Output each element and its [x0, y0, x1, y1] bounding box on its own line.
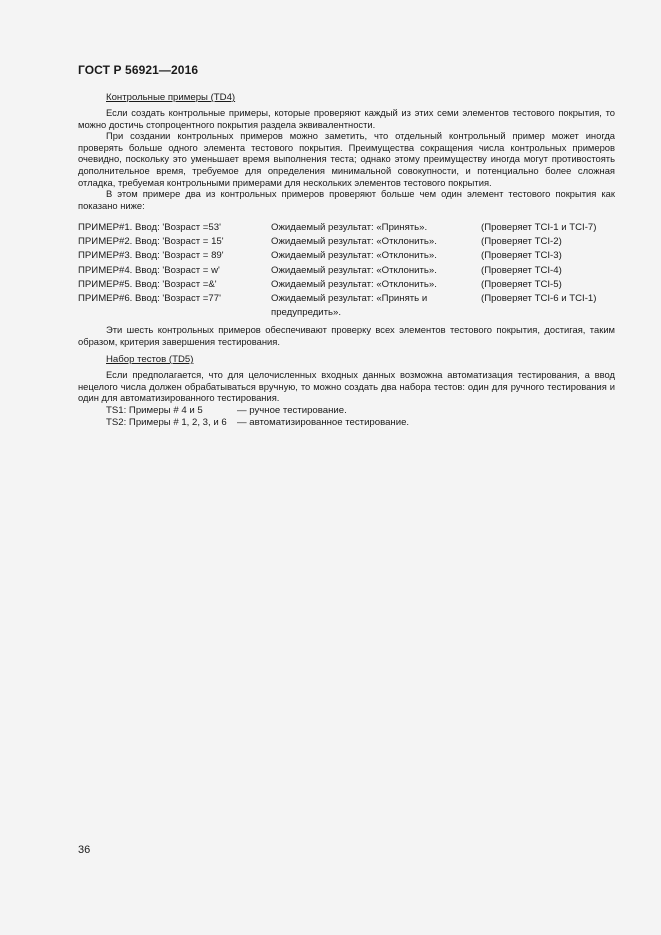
- example-input: ПРИМЕР#3. Ввод: 'Возраст = 89': [78, 250, 224, 262]
- standard-header: ГОСТ Р 56921—2016: [78, 63, 199, 77]
- ts2-description: — автоматизированное тестирование.: [237, 417, 410, 428]
- td5-paragraph-1: Если предполагается, что для целочисленных входных данных возможна автоматизация тестирования, а ввод нецелого числа должен обрабатываться вручную, то можно создать два набора тестов: один для ручного тестирования и один для автоматизированного тестирования.: [78, 369, 615, 404]
- td4-paragraph-1: Если создать контрольные примеры, которые проверяют каждый из этих семи элементов тестового покрытия, то можно достичь стопроцентного покрытия раздела эквивалентности.: [78, 107, 615, 130]
- example-row: [78, 264, 618, 278]
- example-checks: (Проверяет TCI-6 и TCI-1): [481, 292, 597, 304]
- example-checks: (Проверяет TCI-2): [481, 236, 562, 248]
- example-input: ПРИМЕР#5. Ввод: 'Возраст =&': [78, 278, 217, 290]
- example-checks: (Проверяет TCI-3): [481, 250, 562, 262]
- example-input: ПРИМЕР#4. Ввод: 'Возраст = w': [78, 264, 220, 276]
- example-row: [78, 221, 618, 235]
- section-heading-td5: Набор тестов (TD5): [106, 354, 194, 365]
- example-checks: (Проверяет TCI-1 и TCI-7): [481, 222, 597, 233]
- example-row: [78, 292, 618, 320]
- example-row: [78, 249, 618, 263]
- example-input: ПРИМЕР#1. Ввод: 'Возраст =53': [78, 222, 221, 233]
- example-expected: Ожидаемый результат: «Принять и предупредить».: [271, 292, 428, 319]
- example-expected: Ожидаемый результат: «Принять».: [271, 222, 428, 233]
- example-checks: (Проверяет TCI-4): [481, 264, 562, 276]
- example-input: ПРИМЕР#6. Ввод: 'Возраст =77': [78, 292, 221, 304]
- summary-paragraph: Эти шесть контрольных примеров обеспечивают проверку всех элементов тестового покрытия, достигая, таким образом, критерия завершения тестирования.: [78, 324, 615, 347]
- example-expected: Ожидаемый результат: «Отклонить».: [271, 264, 437, 276]
- td4-text-block: [78, 107, 615, 211]
- example-row: [78, 235, 618, 249]
- example-expected: Ожидаемый результат: «Отклонить».: [271, 236, 437, 248]
- test-set-ts2: [106, 417, 409, 428]
- example-expected: Ожидаемый результат: «Отклонить».: [271, 250, 437, 262]
- td4-paragraph-2: При создании контрольных примеров можно заметить, что отдельный контрольный пример может иногда проверять больше одного элемента тестового покрытия. Преимущества сокращения числа контрольных примеров очевидно, поскольку это уменьшает время выполнения теста; однако этому преимуществу иногда могут противостоять дополнительное время, требуемое для определения минимальной совокупности, и потенциально более сложная отладка, требуемая контрольными примерами для нескольких элементов тестового покрытия.: [78, 130, 615, 188]
- page-number: 36: [78, 844, 91, 856]
- example-row: [78, 278, 618, 292]
- section-heading-td4: Контрольные примеры (TD4): [106, 92, 236, 103]
- examples-list: [78, 221, 618, 320]
- ts1-label: TS1: Примеры # 4 и 5: [106, 405, 203, 416]
- td5-text-block: [78, 369, 615, 404]
- summary-block: [78, 324, 615, 347]
- td4-paragraph-3: В этом примере два из контрольных примеров проверяют больше чем один элемент тестового покрытия как показано ниже:: [78, 188, 615, 211]
- example-input: ПРИМЕР#2. Ввод: 'Возраст = 15': [78, 236, 224, 248]
- ts2-label: TS2: Примеры # 1, 2, 3, и 6: [106, 417, 227, 428]
- test-set-ts1: [106, 405, 347, 416]
- example-expected: Ожидаемый результат: «Отклонить».: [271, 278, 437, 290]
- ts1-description: — ручное тестирование.: [237, 405, 347, 416]
- example-checks: (Проверяет TCI-5): [481, 278, 562, 290]
